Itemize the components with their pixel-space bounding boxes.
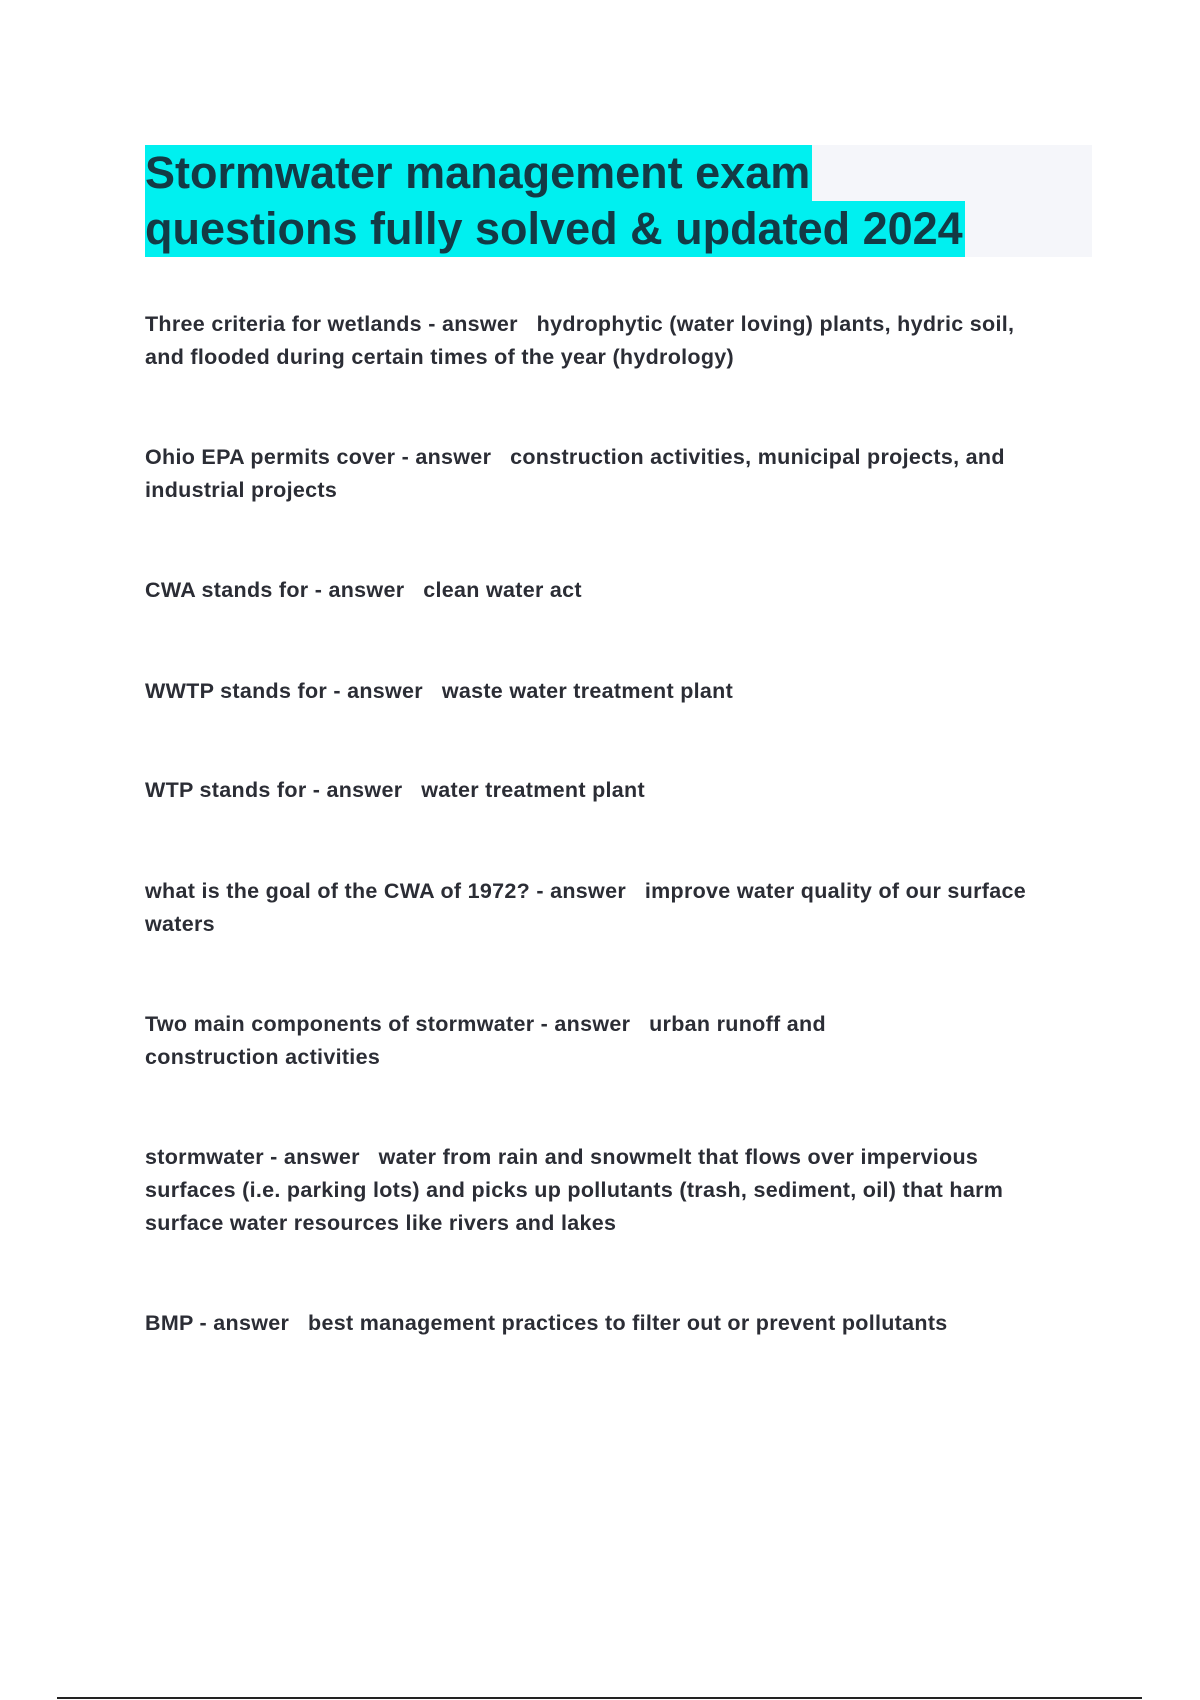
qa-answer: hydrophytic (water loving) plants, hydric soil, and flooded during certain times of the year (hydrology): [145, 312, 1015, 369]
qa-item: [145, 1307, 1105, 1340]
qa-item: [145, 774, 1095, 807]
qa-answer: waste water treatment plant: [441, 679, 734, 703]
qa-answer: clean water act: [423, 578, 582, 602]
qa-item: [145, 875, 1095, 941]
qa-answer: water treatment plant: [421, 778, 645, 802]
qa-question: CWA stands for - answer: [145, 578, 405, 602]
qa-question: WTP stands for - answer: [145, 778, 403, 802]
bottom-divider: [57, 1697, 1142, 1699]
qa-question: what is the goal of the CWA of 1972? - answer: [145, 879, 626, 903]
qa-item: [145, 1008, 965, 1074]
qa-question: BMP - answer: [145, 1311, 290, 1335]
qa-answer: best management practices to filter out or prevent pollutants: [308, 1311, 948, 1335]
qa-question: Three criteria for wetlands - answer: [145, 312, 518, 336]
qa-answer: water from rain and snowmelt that flows over impervious surfaces (i.e. parking lots) and picks up pollutants (trash, sediment, oil) that harm surface water resources like rivers and lakes: [145, 1145, 1004, 1235]
qa-question: WWTP stands for - answer: [145, 679, 423, 703]
qa-item: [145, 308, 1025, 374]
qa-answer: improve water quality of our surface waters: [145, 879, 1026, 936]
title-line-1: Stormwater management exam: [145, 145, 812, 201]
title-line-2: questions fully solved & updated 2024: [145, 201, 965, 257]
qa-answer: construction activities, municipal projects, and industrial projects: [145, 445, 1005, 502]
qa-answer: urban runoff and construction activities: [145, 1012, 826, 1069]
qa-item: [145, 1141, 1005, 1240]
qa-item: [145, 675, 1095, 708]
qa-question: Ohio EPA permits cover - answer: [145, 445, 492, 469]
qa-item: [145, 441, 1095, 507]
document-title: [145, 145, 1092, 257]
qa-question: stormwater - answer: [145, 1145, 360, 1169]
qa-item: [145, 574, 1095, 607]
qa-question: Two main components of stormwater - answer: [145, 1012, 631, 1036]
